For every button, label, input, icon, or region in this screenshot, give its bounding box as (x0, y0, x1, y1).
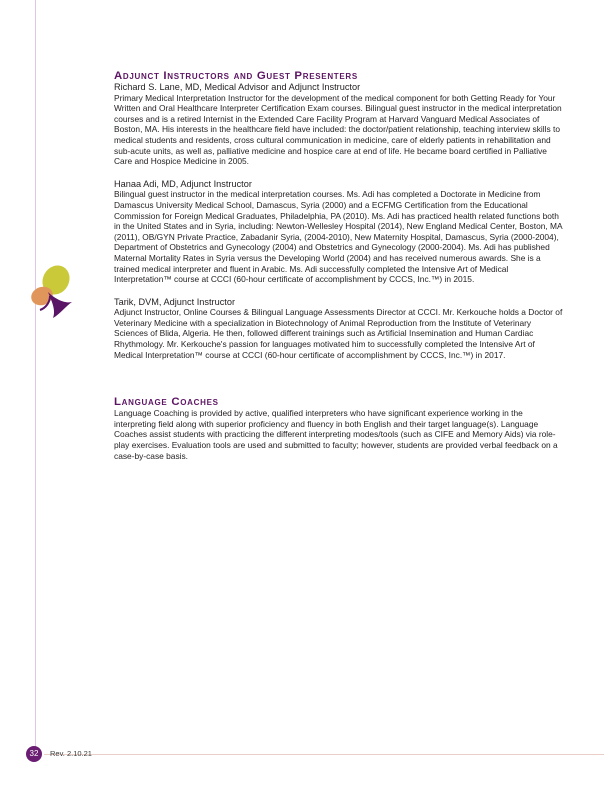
revision-label: Rev. 2.10.21 (50, 749, 92, 758)
person-name-adi: Hanaa Adi, MD, Adjunct Instructor (114, 178, 252, 189)
person-name-tarik: Tarik, DVM, Adjunct Instructor (114, 296, 236, 307)
main-content (114, 70, 566, 461)
coaches-body: Language Coaching is provided by active, qualified interpreters who have significant experience working in the interpreting field along with superior proficiency and fluency in both English and their target language(s). Language Coaches assist students with practicing the different interpreting modes/tools (such as CIFE and Memory Aids) via role-play exercises. Evaluation tools are used and submitted to faculty; however, students are provided verbal feedback on a case-by-case basis. (114, 408, 558, 461)
person-bio-adi: Bilingual guest instructor in the medical interpretation courses. Ms. Adi has completed a Doctorate in Medicine from Damascus University Medical School, Damascus, Syria (2000) and a ECFMG Certification from the Educational Commission for Foreign Medical Graduates, Philadelphia, PA (2010). Ms. Adi has practiced health related functions both in the United States and in Syria, including: Newton-Wellesley Hospital (2014), New England Medical Center, Boston, MA (2011), OB/GYN Private Practice, Zabadanir Syria, (2004-2010), New Maternity Hospital, Damascus, Syria (2000-2004), Department of Obstetrics and Gynecology (2004) and Obstetrics and Gynecology (2000-2004). Ms. Adi has published Maternal Mortality Rates in Syria versus the Developing World (2004) and has received numerous awards. She is a trained medical interpreter and fluent in Arabic. Ms. Adi successfully completed the Intensive Art of Medical Interpretation™ course at CCCI (60-hour certificate of accomplishment by CCCS, Inc.™) in 2015. (114, 189, 563, 285)
section-title-coaches: Language Coaches (114, 396, 219, 409)
person-name-lane: Richard S. Lane, MD, Medical Advisor and Adjunct Instructor (114, 82, 361, 92)
section-title-adjunct: Adjunct Instructors and Guest Presenters (114, 70, 358, 82)
person-bio-lane: Primary Medical Interpretation Instructor for the development of the medical component for both Getting Ready for Your Written and Oral Healthcare Interpreter Certification Exam courses. Bilingual guest instructor in the medical interpretation courses and is a retired Internist in the Extended Care Facility Program at Harvard Vanguard Medical Associates of Boston, MA. His interests in the healthcare field have included: the doctor/patient relationship, teaching interview skills to medical students and residents, cross cultural communication in medicine, care of elderly patients in rehabilitation and sub-acute units, as well as, palliative medicine and hospice care at end of life. He became board certified in Palliative Care and Hospice Medicine in 2005. (114, 92, 562, 167)
footer-rule (44, 754, 604, 755)
person-bio-tarik: Adjunct Instructor, Online Courses & Bilingual Language Assessments Director at CCCI. Mr. Kerkouche holds a Doctor of Veterinary Medicine with a specialization in Biotechnology of Animal Reproduction from the Institute of Veterinary Sciences of Blida, Algeria. He then, followed different trainings such as Artificial Insemination and Human Cardiac Rhythmology. Mr. Kerkouche's passion for languages motivated him to successfully completed the Intensive Art of Medical Interpretation™ course at CCCI (60-hour certificate of accomplishment by CCCS, Inc.™) in 2017. (114, 307, 563, 360)
butterfly-icon (20, 262, 82, 322)
page-number-badge: 32 (26, 746, 42, 762)
margin-rule (35, 0, 36, 760)
